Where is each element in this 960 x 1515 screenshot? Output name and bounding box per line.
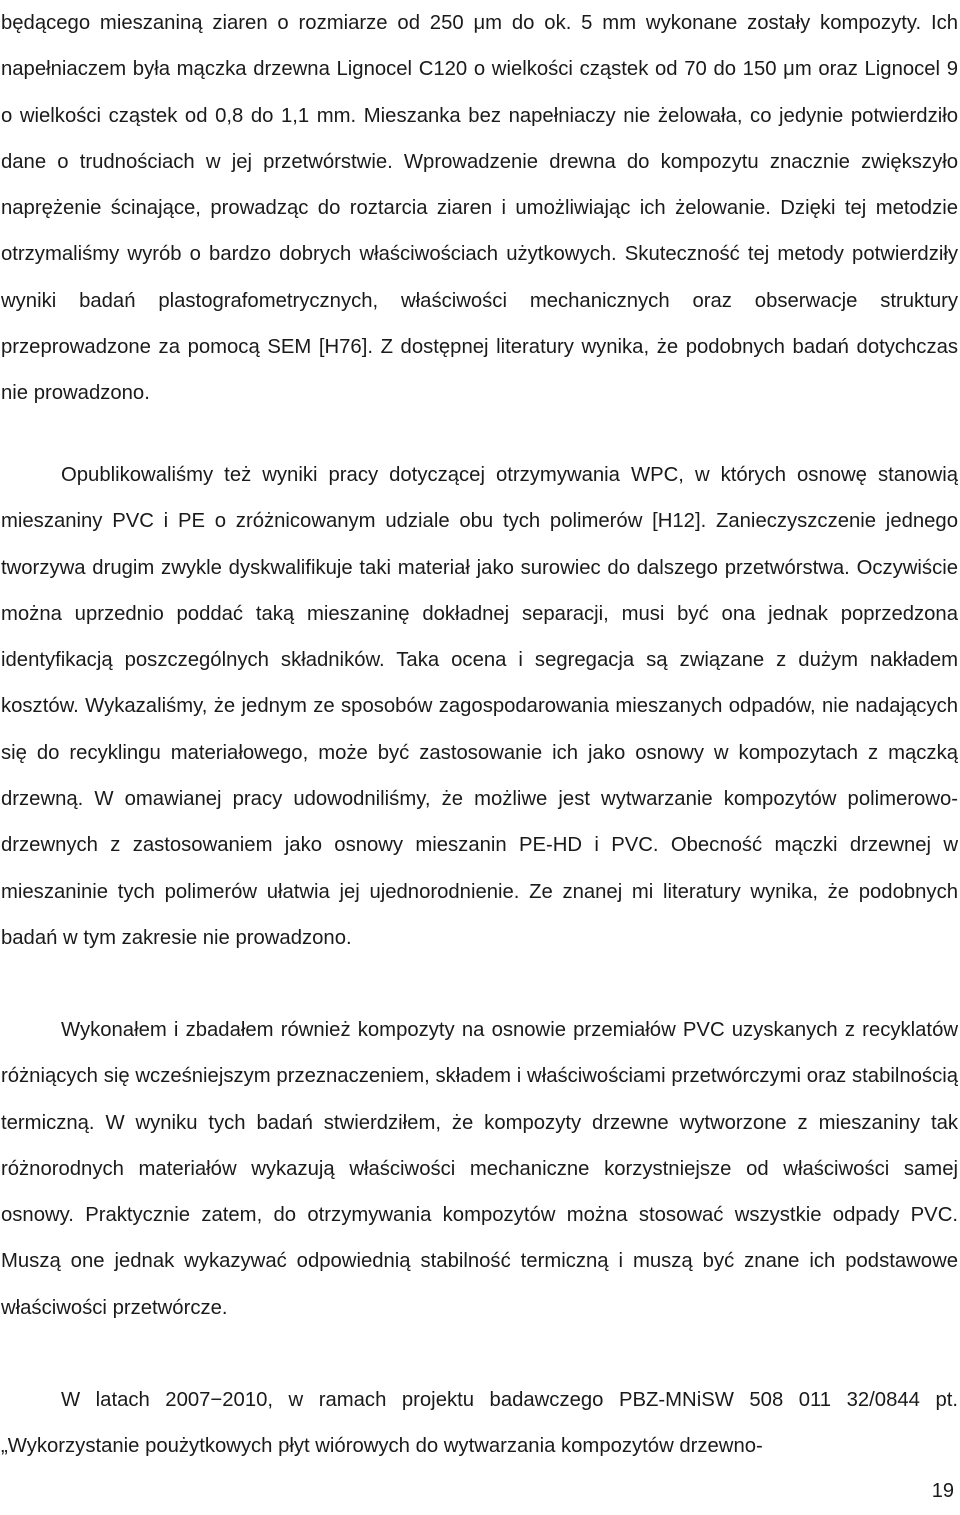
paragraph-pvc-recyclates: Wykonałem i zbadałem również kompozyty na osnowie przemiałów PVC uzyskanych z recyklatów różniących się wcześniejszym przeznaczeniem, składem i właściwościami przetwórczymi oraz stabilnością termiczną. W wyniku tych badań stwierdziłem, że kompozyty drzewne wytworzone z mieszaniny tak różnorodnych materiałów wykazują właściwości mechaniczne korzystniejsze od właściwości samej osnowy. Praktycznie zatem, do otrzymywania kompozytów można stosować wszystkie odpady PVC. Muszą one jednak wykazywać odpowiednią stabilność termiczną i muszą być znane ich podstawowe właściwości przetwórcze.: [1, 1019, 958, 1319]
paragraph-continuation: będącego mieszaniną ziaren o rozmiarze od 250 μm do ok. 5 mm wykonane zostały kompozyty. Ich napełniaczem była mączka drzewna Lignocel C120 o wielkości cząstek od 70 do 150 μm oraz Lignocel 9 o wielkości cząstek od 0,8 do 1,1 mm. Mieszanka bez napełniaczy nie żelowała, co jedynie potwierdziło dane o trudnościach w jej przetwórstwie. Wprowadzenie drewna do kompozytu znacznie zwiększyło naprężenie ścinające, prowadząc do roztarcia ziaren i umożliwiając ich żelowanie. Dzięki tej metodzie otrzymaliśmy wyrób o bardzo dobrych właściwościach użytkowych. Skuteczność tej metody potwierdziły wyniki badań plastografometrycznych, właściwości mechanicznych oraz obserwacje struktury przeprowadzone za pomocą SEM [H76]. Z dostępnej literatury wynika, że podobnych badań dotychczas nie prowadzono.: [1, 12, 958, 405]
page-number: 19: [931, 1480, 954, 1502]
paragraph-wpc-pvc-pe: Opublikowaliśmy też wyniki pracy dotyczącej otrzymywania WPC, w których osnowę stanowią mieszaniny PVC i PE o zróżnicowanym udziale obu tych polimerów [H12]. Zanieczyszczenie jednego tworzywa drugim zwykle dyskwalifikuje taki materiał jako surowiec do dalszego przetwórstwa. Oczywiście można uprzednio poddać taką mieszaninę dokładnej separacji, musi być ona jednak poprzedzona identyfikacją poszczególnych składników. Taka ocena i segregacja są związane z dużym nakładem kosztów. Wykazaliśmy, że jednym ze sposobów zagospodarowania mieszanych odpadów, nie nadających się do recyklingu materiałowego, może być zastosowanie ich jako osnowy w kompozytach z mączką drzewną. W omawianej pracy udowodniliśmy, że możliwe jest wytwarzanie kompozytów polimerowo-drzewnych z zastosowaniem jako osnowy mieszanin PE-HD i PVC. Obecność mączki drzewnej w mieszaninie tych polimerów ułatwia jej ujednorodnienie. Ze znanej mi literatury wynika, że podobnych badań w tym zakresie nie prowadzono.: [1, 464, 958, 949]
paragraph-research-project: W latach 2007−2010, w ramach projektu badawczego PBZ-MNiSW 508 011 32/0844 pt. „Wykorzystanie poużytkowych płyt wiórowych do wytwarzania kompozytów drzewno-: [1, 1389, 958, 1458]
